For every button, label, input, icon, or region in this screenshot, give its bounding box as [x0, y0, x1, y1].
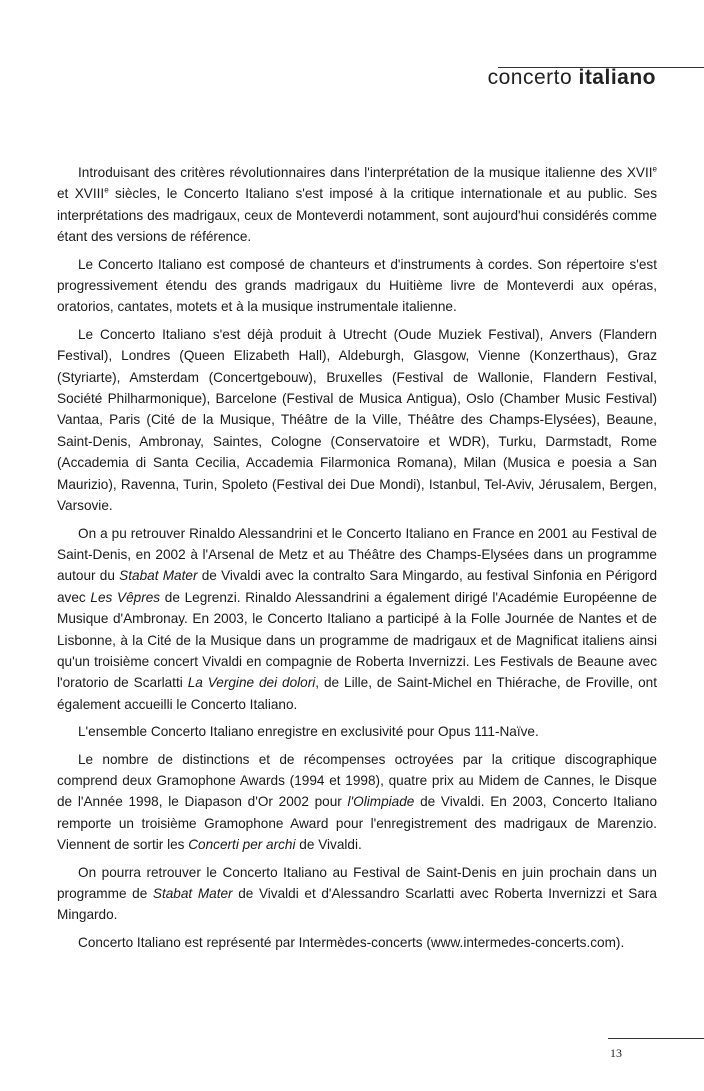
- italic-title: La Vergine dei dolori: [187, 675, 316, 691]
- body-text: [57, 162, 657, 959]
- text-span: Introduisant des critères révolutionnaires dans l'interprétation de la musique italienne des XVII: [78, 165, 653, 180]
- italic-title: Les Vêpres: [90, 589, 161, 605]
- text-span: de Vivaldi. En 2003, Concerto Italiano remporte un troisième Gramophone Award pour l'enregistrement des madrigaux de Marenzio. Viennent de sortir les: [57, 794, 657, 853]
- text-span: et XVIII: [57, 186, 105, 202]
- paragraph-representation: Concerto Italiano est représenté par Intermèdes-concerts (www.intermedes-concerts.com).: [78, 934, 625, 950]
- text-span: de Vivaldi et d'Alessandro Scarlatti avec Roberta Invernizzi et Sara Mingardo.: [57, 886, 657, 923]
- superscript: e: [104, 185, 109, 195]
- italic-title: Stabat Mater: [119, 568, 198, 584]
- superscript: e: [652, 164, 657, 174]
- italic-title: l'Olimpiade: [347, 794, 415, 810]
- paragraph-intro: [57, 162, 657, 248]
- running-title-word-1: concerto: [487, 66, 573, 89]
- italic-title: Stabat Mater: [152, 886, 233, 901]
- page-number: 13: [610, 1046, 622, 1060]
- italic-title: Concerti per archi: [188, 837, 296, 853]
- text-span: , de Lille, de Saint-Michel en Thiérache, de Froville, ont également accueilli le Concerto Italiano.: [57, 675, 657, 712]
- footer-rule: [608, 1038, 704, 1039]
- paragraph-label: L'ensemble Concerto Italiano enregistre en exclusivité pour Opus 111-Naïve.: [78, 724, 539, 740]
- text-span: siècles, le Concerto Italiano s'est imposé à la critique internationale et au public. Ses interprétations des madrigaux, ceux de Monteverdi notamment, sont aujourd'hui considérés comme étant des versions de référence.: [57, 186, 657, 245]
- paragraph-france: [57, 523, 657, 716]
- text-span: Le nombre de distinctions et de récompenses octroyées par la critique discographique comprend deux Gramophone Awards (1994 et 1998), quatre prix au Midem de Cannes, le Disque de l'Année 1998, le Diapason d'Or 2002 pour: [57, 751, 657, 810]
- text-span: de Legrenzi. Rinaldo Alessandrini a également dirigé l'Académie Européenne de Musique d'Ambronay. En 2003, le Concerto Italiano a participé à la Folle Journée de Nantes et de Lisbonne, à la Cité de la Musique dans un programme de madrigaux et de Magnificat italiens ainsi qu'un troisième concert Vivaldi en compagnie de Roberta Invernizzi. Les Festivals de Beaune avec l'oratorio de Scarlatti: [57, 589, 657, 691]
- text-span: de Vivaldi.: [295, 837, 362, 853]
- running-title: [488, 66, 656, 90]
- text-span: de Vivaldi avec la contralto Sara Mingardo, au festival Sinfonia en Périgord avec: [57, 568, 658, 605]
- paragraph-venues: Le Concerto Italiano s'est déjà produit à Utrecht (Oude Muziek Festival), Anvers (Flandern Festival), Londres (Queen Elizabeth Hall), Aldeburgh, Glasgow, Vienne (Konzerthaus), Graz (Styriarte), Amsterdam (Concertgebouw), Bruxelles (Festival de Wallonie, Flandern Festival, Société Philharmonique), Barcelone (Festival de Musica Antigua), Oslo (Chamber Music Festival) Vantaa, Paris (Cité de la Musique, Théâtre de la Ville, Théâtre des Champs-Elysées), Beaune, Saint-Denis, Ambronay, Saintes, Cologne (Conservatoire et WDR), Turku, Darmstadt, Rome (Accademia di Santa Cecilia, Accademia Filarmonica Romana), Milan (Musica e poesia a San Maurizio), Ravenna, Turin, Spoleto (Festival dei Due Mondi), Istanbul, Tel-Aviv, Jérusalem, Bergen, Varsovie.: [57, 326, 657, 514]
- paragraph-awards: [57, 749, 657, 856]
- running-title-word-2: italiano: [578, 66, 656, 89]
- paragraph-upcoming: [57, 862, 657, 926]
- paragraph-composition: Le Concerto Italiano est composé de chanteurs et d'instruments à cordes. Son répertoire s'est progressivement étendu des grands madrigaux du Huitième livre de Monteverdi aux opéras, oratorios, cantates, motets et à la musique instrumentale italienne.: [57, 256, 657, 315]
- text-span: On a pu retrouver Rinaldo Alessandrini et le Concerto Italiano en France en 2001 au Festival de Saint-Denis, en 2002 à l'Arsenal de Metz et au Théâtre des Champs-Elysées dans un programme autour du: [57, 525, 657, 584]
- text-span: On pourra retrouver le Concerto Italiano au Festival de Saint-Denis en juin prochain dans un programme de: [57, 864, 657, 901]
